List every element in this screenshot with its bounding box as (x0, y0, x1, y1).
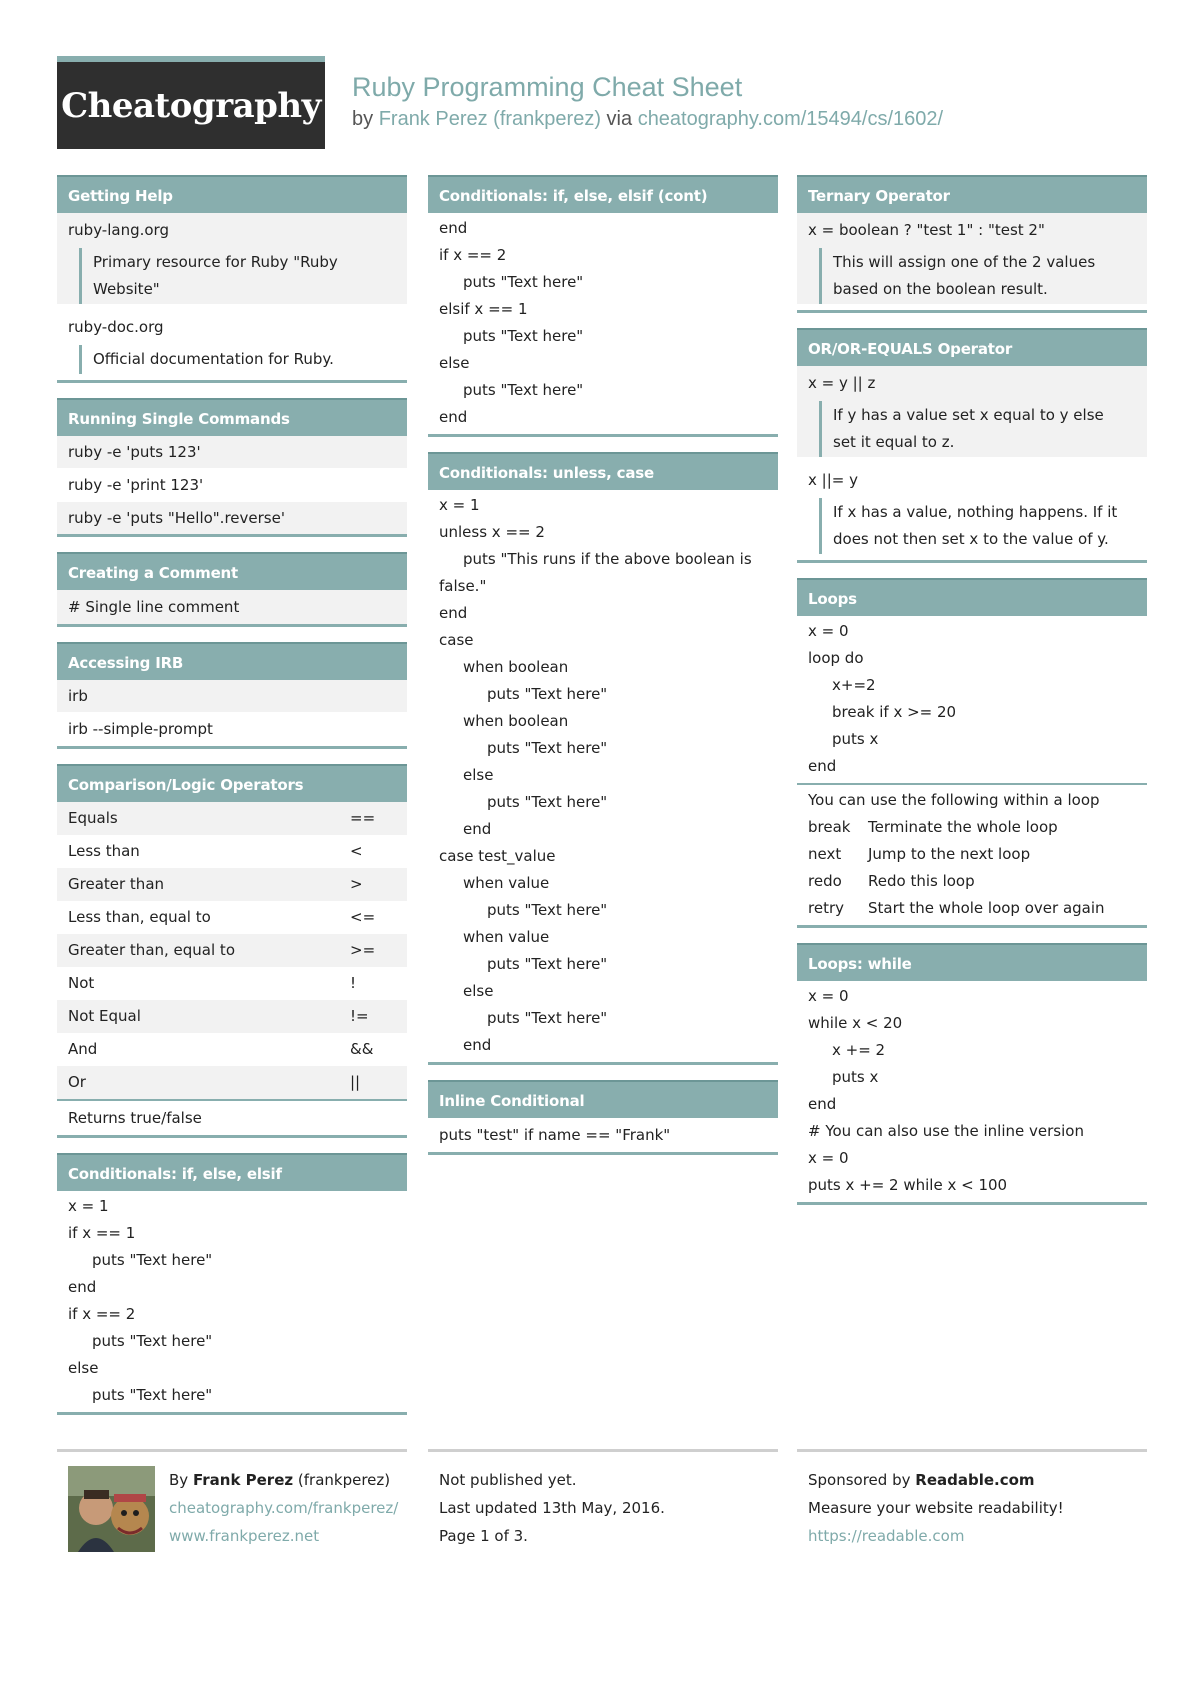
code-line: puts "Text here" (487, 685, 608, 703)
code-line: when boolean (463, 658, 569, 676)
byline (352, 108, 943, 131)
section-title: Conditionals: if, else, elsif (57, 1153, 407, 1191)
code-line: puts "Text here" (487, 955, 608, 973)
code-line: while x < 20 (808, 1014, 903, 1032)
page-title: Ruby Programming Cheat Sheet (352, 72, 743, 102)
sheet-url-link[interactable]: cheatography.com/15494/cs/1602/ (637, 108, 944, 130)
column-3 (797, 175, 1147, 1220)
section-or-equals-operator (797, 328, 1147, 563)
code-block (428, 213, 778, 434)
code-line: if x == 2 (439, 246, 507, 264)
explanation-note: If y has a value set x equal to y else set it equal to z. (819, 401, 1136, 457)
code-line: x = boolean ? "test 1" : "test 2" (808, 221, 1045, 239)
section-title: Loops (797, 578, 1147, 616)
operator-symbol: != (350, 1007, 369, 1025)
operator-name: Not (68, 974, 95, 992)
section-title: Comparison/Logic Operators (57, 764, 407, 802)
section-comparison-operators (57, 764, 407, 1138)
operator-symbol: ! (350, 974, 357, 992)
code-line: when value (463, 928, 550, 946)
website-link[interactable]: www.frankperez.net (169, 1527, 320, 1545)
code-line: x = 0 (808, 987, 849, 1005)
last-updated: Last updated 13th May, 2016. (439, 1499, 665, 1517)
section-creating-comment (57, 552, 407, 627)
author-name: Frank Perez (192, 1471, 294, 1489)
author-handle: (frankperez) (297, 1471, 391, 1489)
section-title: Getting Help (57, 175, 407, 213)
code-line: end (808, 757, 837, 775)
section-title: Accessing IRB (57, 642, 407, 680)
code-line: puts "Text here" (463, 381, 584, 399)
table-row (57, 1000, 407, 1033)
keyword: break (808, 818, 851, 836)
code-block (428, 490, 778, 1062)
section-conditionals-cont (428, 175, 778, 437)
section-unless-case (428, 452, 778, 1065)
code-line: unless x == 2 (439, 523, 545, 541)
resource-name: ruby-doc.org (68, 318, 164, 336)
section-running-single-commands (57, 398, 407, 537)
code-line: puts x += 2 while x < 100 (808, 1176, 1008, 1194)
table-row (797, 213, 1147, 304)
code-line: x = y || z (808, 374, 876, 392)
table-row (797, 814, 1147, 841)
loop-keywords-intro: You can use the following within a loop (808, 791, 1100, 809)
via-prefix: via (606, 108, 633, 130)
table-row (797, 895, 1147, 922)
operator-symbol: == (350, 809, 376, 827)
code-line: puts "Text here" (463, 327, 584, 345)
code-line: break if x >= 20 (832, 703, 957, 721)
code-line: end (439, 408, 468, 426)
code-line: else (463, 766, 494, 784)
code-line: when value (463, 874, 550, 892)
operator-name: Greater than (68, 875, 165, 893)
section-conditionals (57, 1153, 407, 1415)
keyword: next (808, 845, 842, 863)
code-line: puts "Text here" (487, 739, 608, 757)
table-row (797, 841, 1147, 868)
column-2 (428, 175, 778, 1170)
keyword: redo (808, 872, 842, 890)
by-prefix: by (352, 108, 374, 130)
table-row (57, 901, 407, 934)
code-line: puts "Text here" (92, 1386, 213, 1404)
section-accessing-irb (57, 642, 407, 749)
code-line: puts "Text here" (487, 901, 608, 919)
explanation-note: If x has a value, nothing happens. If it does not then set x to the value of y. (819, 498, 1136, 554)
resource-note: Primary resource for Ruby "Ruby Website" (79, 248, 396, 304)
table-row (57, 868, 407, 901)
code-line: if x == 1 (68, 1224, 136, 1242)
code-line: end (463, 820, 492, 838)
code-block (57, 1191, 407, 1412)
table-row (57, 934, 407, 967)
code-line: x ||= y (808, 471, 858, 489)
operator-symbol: < (350, 842, 363, 860)
code-line: x = 0 (808, 1149, 849, 1167)
table-row (57, 213, 407, 304)
keyword: retry (808, 899, 844, 917)
keyword-description: Terminate the whole loop (868, 818, 1058, 836)
code-line: puts x (832, 730, 879, 748)
operator-symbol: || (350, 1073, 361, 1091)
section-title: OR/OR-EQUALS Operator (797, 328, 1147, 366)
sponsor-name: Readable.com (915, 1471, 1035, 1489)
sponsor-link[interactable]: https://readable.com (808, 1527, 965, 1545)
resource-note: Official documentation for Ruby. (79, 345, 396, 374)
page-number: Page 1 of 3. (439, 1527, 528, 1545)
code-line: puts "Text here" (463, 273, 584, 291)
operator-name: Less than (68, 842, 140, 860)
code-line: # Single line comment (57, 590, 407, 624)
code-line: x = 0 (808, 622, 849, 640)
by-label: By (169, 1471, 189, 1489)
section-title: Loops: while (797, 943, 1147, 981)
code-line: puts "Text here" (92, 1251, 213, 1269)
code-line: else (439, 354, 470, 372)
code-line: end (439, 219, 468, 237)
footer-author (57, 1449, 407, 1550)
operator-symbol: <= (350, 908, 376, 926)
section-loops (797, 578, 1147, 928)
table-row (57, 967, 407, 1000)
table-row (57, 1033, 407, 1066)
code-line: x += 2 (832, 1041, 886, 1059)
footer-sponsor (797, 1449, 1147, 1550)
code-line: end (439, 604, 468, 622)
operator-name: Greater than, equal to (68, 941, 235, 959)
operator-symbol: > (350, 875, 363, 893)
code-line: x = 1 (68, 1197, 109, 1215)
code-line: puts "Text here" (487, 793, 608, 811)
publication-status: Not published yet. (439, 1471, 577, 1489)
section-inline-conditional (428, 1080, 778, 1155)
code-line: puts "test" if name == "Frank" (439, 1126, 671, 1144)
table-row (797, 868, 1147, 895)
avatar (68, 1466, 155, 1552)
section-title: Running Single Commands (57, 398, 407, 436)
table-row (57, 802, 407, 835)
code-line: x+=2 (832, 676, 876, 694)
operator-name: Not Equal (68, 1007, 141, 1025)
resource-name: ruby-lang.org (68, 221, 169, 239)
code-line: loop do (808, 649, 864, 667)
sponsor-line (797, 1466, 1147, 1494)
code-line: ruby -e 'print 123' (68, 476, 204, 494)
table-row (797, 366, 1147, 457)
operator-name: And (68, 1040, 98, 1058)
code-line: x = 1 (439, 496, 480, 514)
section-title: Ternary Operator (797, 175, 1147, 213)
table-row (57, 835, 407, 868)
section-title: Conditionals: if, else, elsif (cont) (428, 175, 778, 213)
operator-name: Equals (68, 809, 118, 827)
code-block (797, 616, 1147, 783)
code-line: ruby -e 'puts 123' (57, 436, 407, 468)
explanation-note: This will assign one of the 2 values based on the boolean result. (819, 248, 1136, 304)
code-line: # You can also use the inline version (808, 1122, 1084, 1140)
code-line: elsif x == 1 (439, 300, 528, 318)
code-line: puts "This runs if the above boolean is false." (439, 550, 752, 595)
keyword-description: Redo this loop (868, 872, 975, 890)
cheatography-logo[interactable]: Cheatography (57, 56, 325, 149)
code-block (797, 981, 1147, 1202)
author-link[interactable]: Frank Perez (frankperez) (378, 108, 601, 130)
code-line: when boolean (463, 712, 569, 730)
section-ternary-operator (797, 175, 1147, 313)
code-line: puts x (832, 1068, 879, 1086)
operator-symbol: >= (350, 941, 376, 959)
section-loops-while (797, 943, 1147, 1205)
table-row (797, 463, 1147, 554)
code-line: end (808, 1095, 837, 1113)
code-line: end (68, 1278, 97, 1296)
operator-symbol: && (350, 1040, 374, 1058)
section-title: Creating a Comment (57, 552, 407, 590)
code-line: puts "Text here" (92, 1332, 213, 1350)
table-row (57, 1066, 407, 1099)
sponsor-tagline: Measure your website readability! (808, 1499, 1064, 1517)
code-line: if x == 2 (68, 1305, 136, 1323)
table-row (57, 310, 407, 374)
code-line: else (463, 982, 494, 1000)
code-line: irb --simple-prompt (68, 720, 213, 738)
code-line: end (463, 1036, 492, 1054)
column-1 (57, 175, 407, 1430)
sponsored-by-label: Sponsored by (808, 1471, 911, 1489)
code-line: else (68, 1359, 99, 1377)
section-getting-help (57, 175, 407, 383)
operator-name: Less than, equal to (68, 908, 211, 926)
code-line: case test_value (439, 847, 556, 865)
author-line (169, 1466, 407, 1494)
code-line: irb (57, 680, 407, 712)
author-photo-icon (68, 1466, 155, 1552)
keyword-description: Jump to the next loop (868, 845, 1031, 863)
section-title: Inline Conditional (428, 1080, 778, 1118)
operator-name: Or (68, 1073, 86, 1091)
keyword-description: Start the whole loop over again (868, 899, 1105, 917)
section-title: Conditionals: unless, case (428, 452, 778, 490)
loop-keywords (797, 785, 1147, 925)
code-line: case (439, 631, 474, 649)
footer-publication (428, 1449, 778, 1550)
code-line: ruby -e 'puts "Hello".reverse' (57, 502, 407, 534)
profile-link[interactable]: cheatography.com/frankperez/ (169, 1499, 399, 1517)
code-line: puts "Text here" (487, 1009, 608, 1027)
table-footer-note: Returns true/false (68, 1109, 202, 1127)
